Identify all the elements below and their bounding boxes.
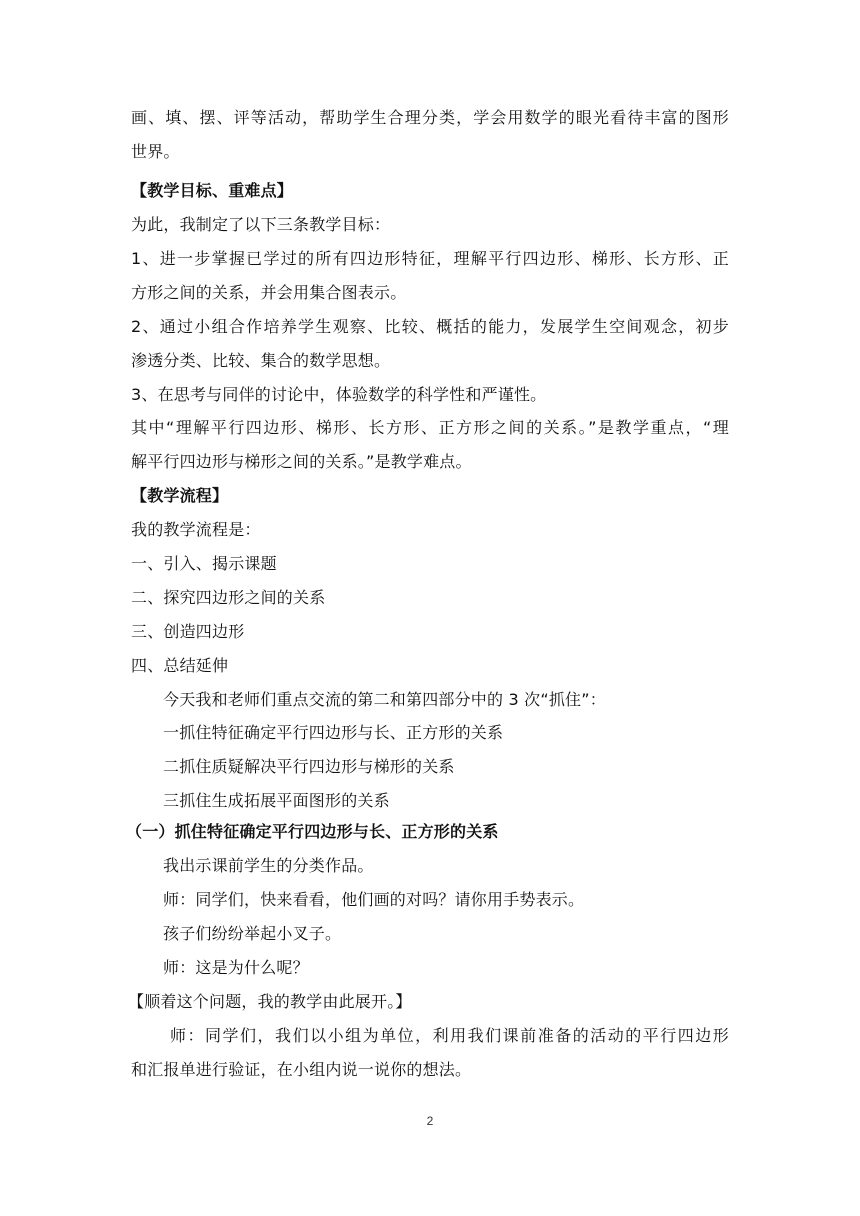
dialogue-line: 师：同学们，快来看看，他们画的对吗？请你用手势表示。 xyxy=(163,890,585,909)
paragraph-line: 为此，我制定了以下三条教学目标： xyxy=(131,215,391,234)
focus-item: 二抓住质疑解决平行四边形与梯形的关系 xyxy=(163,757,455,776)
bracket-note: 【顺着这个问题，我的教学由此展开。】 xyxy=(128,992,412,1011)
objective-item-continued: 渗透分类、比较、集合的数学思想。 xyxy=(131,351,391,370)
flow-step: 一、引入、揭示课题 xyxy=(131,554,277,573)
objective-item: 3、在思考与同伴的讨论中，体验数学的科学性和严谨性。 xyxy=(131,385,547,404)
section-heading: 【教学目标、重难点】 xyxy=(131,181,294,200)
dialogue-line-continued: 和汇报单进行验证，在小组内说一说你的想法。 xyxy=(131,1060,472,1079)
section-heading: 【教学流程】 xyxy=(131,486,229,505)
paragraph-line: 其中“理解平行四边形、梯形、长方形、正方形之间的关系。”是教学重点，“理 xyxy=(131,418,729,437)
objective-item-continued: 方形之间的关系，并会用集合图表示。 xyxy=(131,283,407,302)
paragraph-line: 世界。 xyxy=(131,142,180,161)
page-number: 2 xyxy=(426,1114,434,1128)
flow-step: 二、探究四边形之间的关系 xyxy=(131,588,326,607)
paragraph-line: 我的教学流程是： xyxy=(131,520,261,539)
focus-item: 三抓住生成拓展平面图形的关系 xyxy=(163,791,390,810)
dialogue-line: 师：同学们，我们以小组为单位，利用我们课前准备的活动的平行四边形 xyxy=(170,1026,729,1045)
paragraph-line: 我出示课前学生的分类作品。 xyxy=(163,856,374,875)
paragraph-line: 今天我和老师们重点交流的第二和第四部分中的 3 次“抓住”： xyxy=(163,690,606,709)
focus-item: 一抓住特征确定平行四边形与长、正方形的关系 xyxy=(163,723,504,742)
paragraph-line: 画、填、摆、评等活动，帮助学生合理分类，学会用数学的眼光看待丰富的图形 xyxy=(131,108,729,127)
objective-item: 2、通过小组合作培养学生观察、比较、概括的能力，发展学生空间观念，初步 xyxy=(131,317,729,336)
paragraph-line: 解平行四边形与梯形之间的关系。”是教学难点。 xyxy=(131,452,472,471)
objective-item: 1、进一步掌握已学过的所有四边形特征，理解平行四边形、梯形、长方形、正 xyxy=(131,249,729,268)
subsection-heading: （一）抓住特征确定平行四边形与长、正方形的关系 xyxy=(126,822,499,841)
flow-step: 四、总结延伸 xyxy=(131,656,229,675)
flow-step: 三、创造四边形 xyxy=(131,622,245,641)
paragraph-line: 孩子们纷纷举起小叉子。 xyxy=(163,924,342,943)
dialogue-line: 师：这是为什么呢？ xyxy=(163,958,309,977)
